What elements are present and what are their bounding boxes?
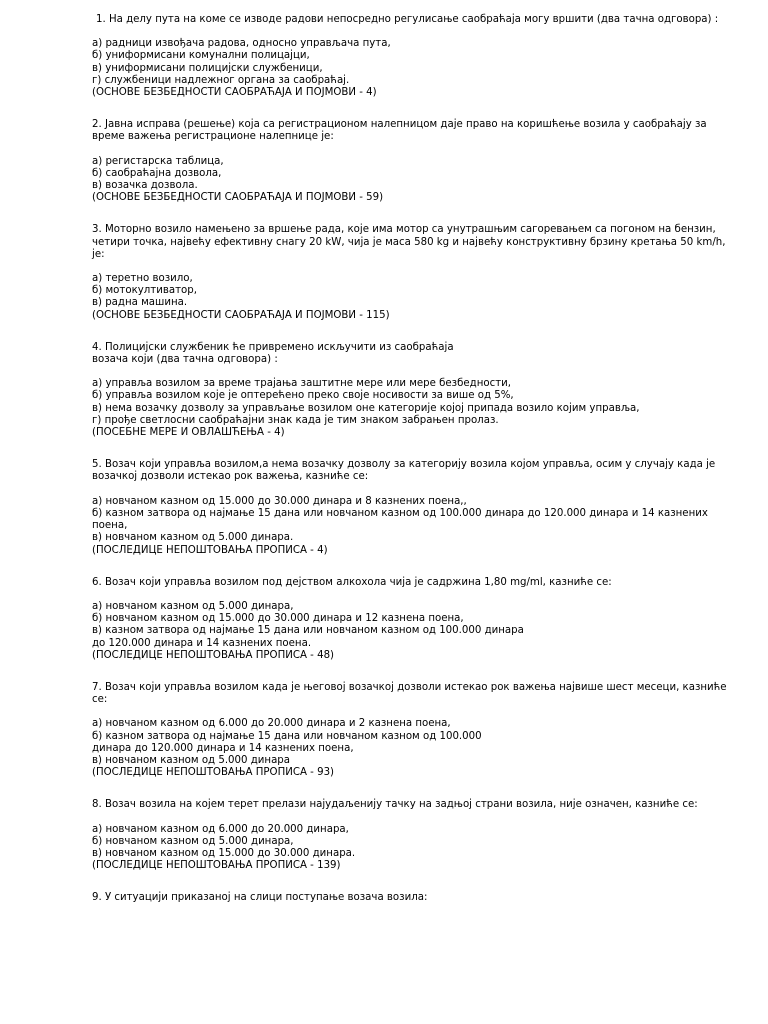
question-7 — [92, 682, 728, 779]
answer-v: в) нема возачку дозволу за управљање возилом оне категорије којој припада возило којим управља, — [92, 402, 640, 414]
answer-a: а) новчаном казном од 15.000 до 30.000 динара и 8 казнених поена,, — [92, 495, 467, 507]
question-2 — [92, 119, 728, 204]
question-source: (ПОСЕБНЕ МЕРЕ И ОВЛАШЋЕЊА - 4) — [92, 427, 285, 439]
question-source: (ПОСЛЕДИЦЕ НЕПОШТОВАЊА ПРОПИСА - 48) — [92, 649, 335, 661]
answer-b: б) новчаном казном од 5.000 динара, — [92, 835, 294, 847]
answer-v: в) новчаном казном од 5.000 динара. — [92, 532, 294, 544]
question-source: (ОСНОВЕ БЕЗБЕДНОСТИ САОБРАЋАЈА И ПОЈМОВИ - 4) — [92, 87, 377, 99]
answer-v: в) возачка дозвола. — [92, 180, 198, 192]
question-text: 7. Возач који управља возилом када је његовој возачкој дозволи истекао рок важења највише шест месеци, казниће се: — [92, 681, 730, 706]
question-text: 6. Возач који управља возилом под дејством алкохола чија је садржина 1,80 mg/ml, казниће се: — [92, 576, 612, 588]
answer-b: б) новчаном казном од 15.000 до 30.000 динара и 12 казнена поена, — [92, 613, 464, 625]
question-8 — [92, 799, 728, 872]
question-5 — [92, 459, 728, 556]
answer-b: б) мотокултиватор, — [92, 285, 197, 297]
question-4 — [92, 342, 728, 439]
answer-g: г) прође светлосни саобраћајни знак када је тим знаком забрањен пролаз. — [92, 414, 499, 426]
answer-a: а) управља возилом за време трајања заштитне мере или мере безбедности, — [92, 378, 511, 390]
question-text: 4. Полицијски службеник ће привремено искључити из саобраћаја возача који (два тачна одговора) : — [92, 341, 454, 366]
answer-a: а) новчаном казном од 6.000 до 20.000 динара и 2 казнена поена, — [92, 718, 451, 730]
answer-b: б) казном затвора од најмање 15 дана или новчаном казном од 100.000 динара до 120.000 динара и 14 казнених поена, — [92, 507, 712, 532]
answer-v: в) новчаном казном од 15.000 до 30.000 динара. — [92, 847, 356, 859]
answer-a: а) радници извођача радова, односно управљача пута, — [92, 38, 391, 50]
question-text: 1. На делу пута на коме се изводе радови непосредно регулисање саобраћаја могу вршити (два тачна одговора) : — [96, 14, 719, 25]
question-source: (ОСНОВЕ БЕЗБЕДНОСТИ САОБРАЋАЈА И ПОЈМОВИ - 59) — [92, 192, 384, 204]
answer-b: б) управља возилом које је оптерећено преко своје носивости за више од 5%, — [92, 390, 514, 402]
question-source: (ПОСЛЕДИЦЕ НЕПОШТОВАЊА ПРОПИСА - 139) — [92, 860, 341, 872]
answer-b: б) казном затвора од најмање 15 дана или новчаном казном од 100.000 динара до 120.000 динара и 14 казнених поена, — [92, 730, 482, 754]
answer-b: б) саобраћајна дозвола, — [92, 167, 222, 179]
answer-v: в) казном затвора од најмање 15 дана или новчаном казном од 100.000 динара до 120.000 динара и 14 казнених поена. — [92, 625, 524, 649]
answer-a: а) новчаном казном од 5.000 динара, — [92, 600, 294, 612]
answer-a: а) новчаном казном од 6.000 до 20.000 динара, — [92, 823, 349, 835]
answer-v: в) радна машина. — [92, 297, 188, 309]
answer-a: а) регистарска таблица, — [92, 155, 224, 167]
question-9 — [92, 892, 728, 904]
question-text: 8. Возач возила на којем терет прелази најудаљенију тачку на задњој страни возила, није означен, казниће се: — [92, 799, 698, 811]
question-source: (ПОСЛЕДИЦЕ НЕПОШТОВАЊА ПРОПИСА - 93) — [92, 767, 335, 779]
question-text: 5. Возач који управља возилом,а нема возачку дозволу за категорију возила којом управља, осим у случају када је возачкој дозволи истекао рок важења, казниће се: — [92, 459, 719, 483]
answer-g: г) службеници надлежног органа за саобраћај. — [92, 74, 350, 86]
answer-v: в) новчаном казном од 5.000 динара — [92, 754, 291, 766]
question-3 — [92, 224, 728, 321]
question-6 — [92, 577, 728, 662]
question-source: (ОСНОВЕ БЕЗБЕДНОСТИ САОБРАЋАЈА И ПОЈМОВИ - 115) — [92, 309, 390, 321]
question-text: 3. Моторно возило намењено за вршење рада, које има мотор са унутрашњим сагоревањем са погоном на бензин, четири точка, највећу ефективну снагу 20 kW, чија је маса 580 kg и највећу конструктивну брзину кретања 50 km/h, је: — [92, 224, 729, 260]
answer-b: б) униформисани комунални полицајци, — [92, 50, 310, 62]
question-text: 2. Јавна исправа (решење) која са регистрационом налепницом даје право на коришћење возила у саобраћају за време важења регистрационе налепнице је: — [92, 119, 710, 143]
question-source: (ПОСЛЕДИЦЕ НЕПОШТОВАЊА ПРОПИСА - 4) — [92, 544, 328, 556]
question-text: 9. У ситуацији приказаној на слици поступање возача возила: — [92, 892, 428, 904]
answer-a: а) теретно возило, — [92, 273, 193, 285]
question-1 — [92, 14, 728, 99]
answer-v: в) униформисани полицијски службеници, — [92, 62, 323, 74]
